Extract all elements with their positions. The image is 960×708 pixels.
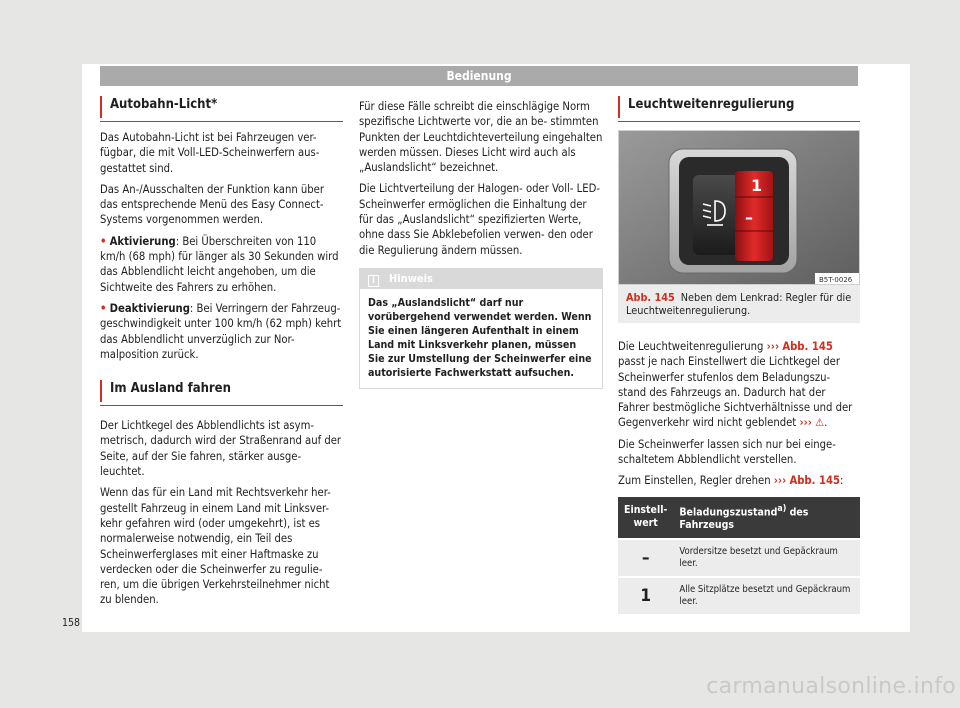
bullet-deactivation: • Deaktivierung: Bei Verringern der Fahrzeug- geschwindigkeit unter 100 km/h (62 mph) kehrt das Abblendlicht unverzüglich zur Nor- malposition zurück.	[100, 301, 342, 361]
column-2	[359, 99, 603, 389]
note-header	[360, 269, 602, 289]
figure-reference-link[interactable]: Abb. 145	[789, 474, 840, 488]
control-illustration	[619, 131, 860, 285]
table-row	[618, 539, 860, 577]
ref-arrows: ›››	[799, 416, 812, 430]
ref-arrows: ›››	[766, 340, 780, 353]
table-header-row	[618, 497, 860, 540]
paragraph: Die Leuchtweitenregulierung ››› Abb. 145 passt je nach Einstellwert die Lichtkegel der Scheinwerfer stufenlos dem Beladungszu- stand des Fahrzeugs an. Dadurch hat der Fahrer bestmögliche Sichtverhältnisse und der Gegenverkehr wird nicht geblendet ››› ⚠.	[618, 340, 853, 430]
paragraph: Das An-/Ausschalten der Funktion kann über das entsprechende Menü des Easy Connect- Systems vorgenommen werden.	[100, 182, 325, 227]
column-1	[100, 96, 343, 614]
warning-icon[interactable]: ⚠	[815, 416, 825, 430]
figure-reference-link[interactable]: Abb. 145	[782, 340, 833, 353]
bullet-icon: •	[100, 301, 107, 315]
page-number: 158	[62, 617, 81, 629]
note-title: Hinweis	[389, 271, 433, 285]
column-header-load: Beladungszustand$^{a)}$ des Fahrzeugs	[673, 497, 860, 540]
paragraph: Die Lichtverteilung der Halogen- oder Voll- LED-Scheinwerfer ermöglichen die Einhaltung der für das „Auslandslicht“ spezifizierten Werte, ohne dass Sie Abklebefolien verwen- den oder die Regulierung ändern müssen.	[359, 182, 600, 257]
watermark: carmanualsonline.info	[706, 674, 956, 699]
ref-arrows: ›››	[773, 474, 787, 488]
paragraph: Wenn das für ein Land mit Rechtsverkehr her- gestellt Fahrzeug in einem Land mit Linksver- kehr gefahren wird (oder umgekehrt), ist es normalerweise notwendig, ein Teil des Scheinwerferglases mit einer Haftmaske zu verdecken oder die Scheinwerfer zu regulie- ren, um die übrigen Verkehrsteilnehmer nicht zu blenden.	[100, 486, 331, 607]
headlight-range-control-image	[618, 130, 860, 285]
load-setting-table	[618, 497, 860, 615]
paragraph: Für diese Fälle schreibt die einschlägige Norm spezifische Lichtwerte vor, die an be- stimmten Punkten der Leuchtdichteverteilung eingehalten werden müssen. Dieses Licht wird auch als „Auslandslicht“ bezeichnet.	[359, 100, 603, 175]
paragraph: Der Lichtkegel des Abblendlichts ist asym- metrisch, dadurch wird der Straßenrand auf der Seite, auf der Sie fahren, stärker ausge- leuchtet.	[100, 419, 342, 479]
paragraph: Zum Einstellen, Regler drehen ››› Abb. 145:	[618, 474, 844, 488]
figure-caption: Abb. 145 Neben dem Lenkrad: Regler für die Leuchtweitenregulierung.	[618, 285, 860, 323]
wheel-label-1: 1	[751, 176, 763, 195]
heading-im-ausland-fahren: Im Ausland fahren	[100, 380, 343, 402]
bullet-activation: • Aktivierung: Bei Überschreiten von 110 km/h (68 mph) für länger als 30 Sekunden wird das Abblendlicht leicht angehoben, um die Sichtweite des Fahrers zu erhöhen.	[100, 234, 339, 294]
figure-label: Abb. 145	[626, 291, 675, 304]
bullet-icon: •	[100, 234, 107, 248]
column-3	[618, 96, 860, 614]
figure-code: B5T-0026	[819, 276, 853, 284]
setting-value: 1	[618, 577, 673, 614]
paragraph: Das Autobahn-Licht ist bei Fahrzeugen ver- fügbar, die mit Voll-LED-Scheinwerfern aus- gestattet sind.	[100, 131, 320, 175]
heading-autobahn-licht: Autobahn-Licht*	[100, 96, 343, 118]
table-row	[618, 577, 860, 614]
note-box	[359, 268, 603, 389]
paragraph: Die Scheinwerfer lassen sich nur bei einge- schaltetem Abblendlicht verstellen.	[618, 437, 836, 467]
column-header-setting: Einstell- wert	[618, 497, 673, 540]
setting-value: –	[618, 539, 673, 577]
info-icon: i	[368, 275, 379, 287]
load-description: Alle Sitzplätze besetzt und Gepäckraum leer.	[673, 577, 860, 614]
heading-leuchtweitenregulierung: Leuchtweitenregulierung	[618, 96, 860, 118]
section-header: Bedienung	[100, 66, 858, 86]
note-text: Das „Auslandslicht“ darf nur vorübergehend verwendet werden. Wenn Sie einen längeren Aufenthalt in einem Land mit Linksverkehr planen, müssen Sie zur Umstellung der Scheinwerfer eine autorisierte Fachwerkstatt aufsuchen.	[368, 296, 592, 379]
load-description: Vordersitze besetzt und Gepäckraum leer.	[673, 539, 860, 577]
wheel-label-dash: –	[745, 208, 753, 227]
